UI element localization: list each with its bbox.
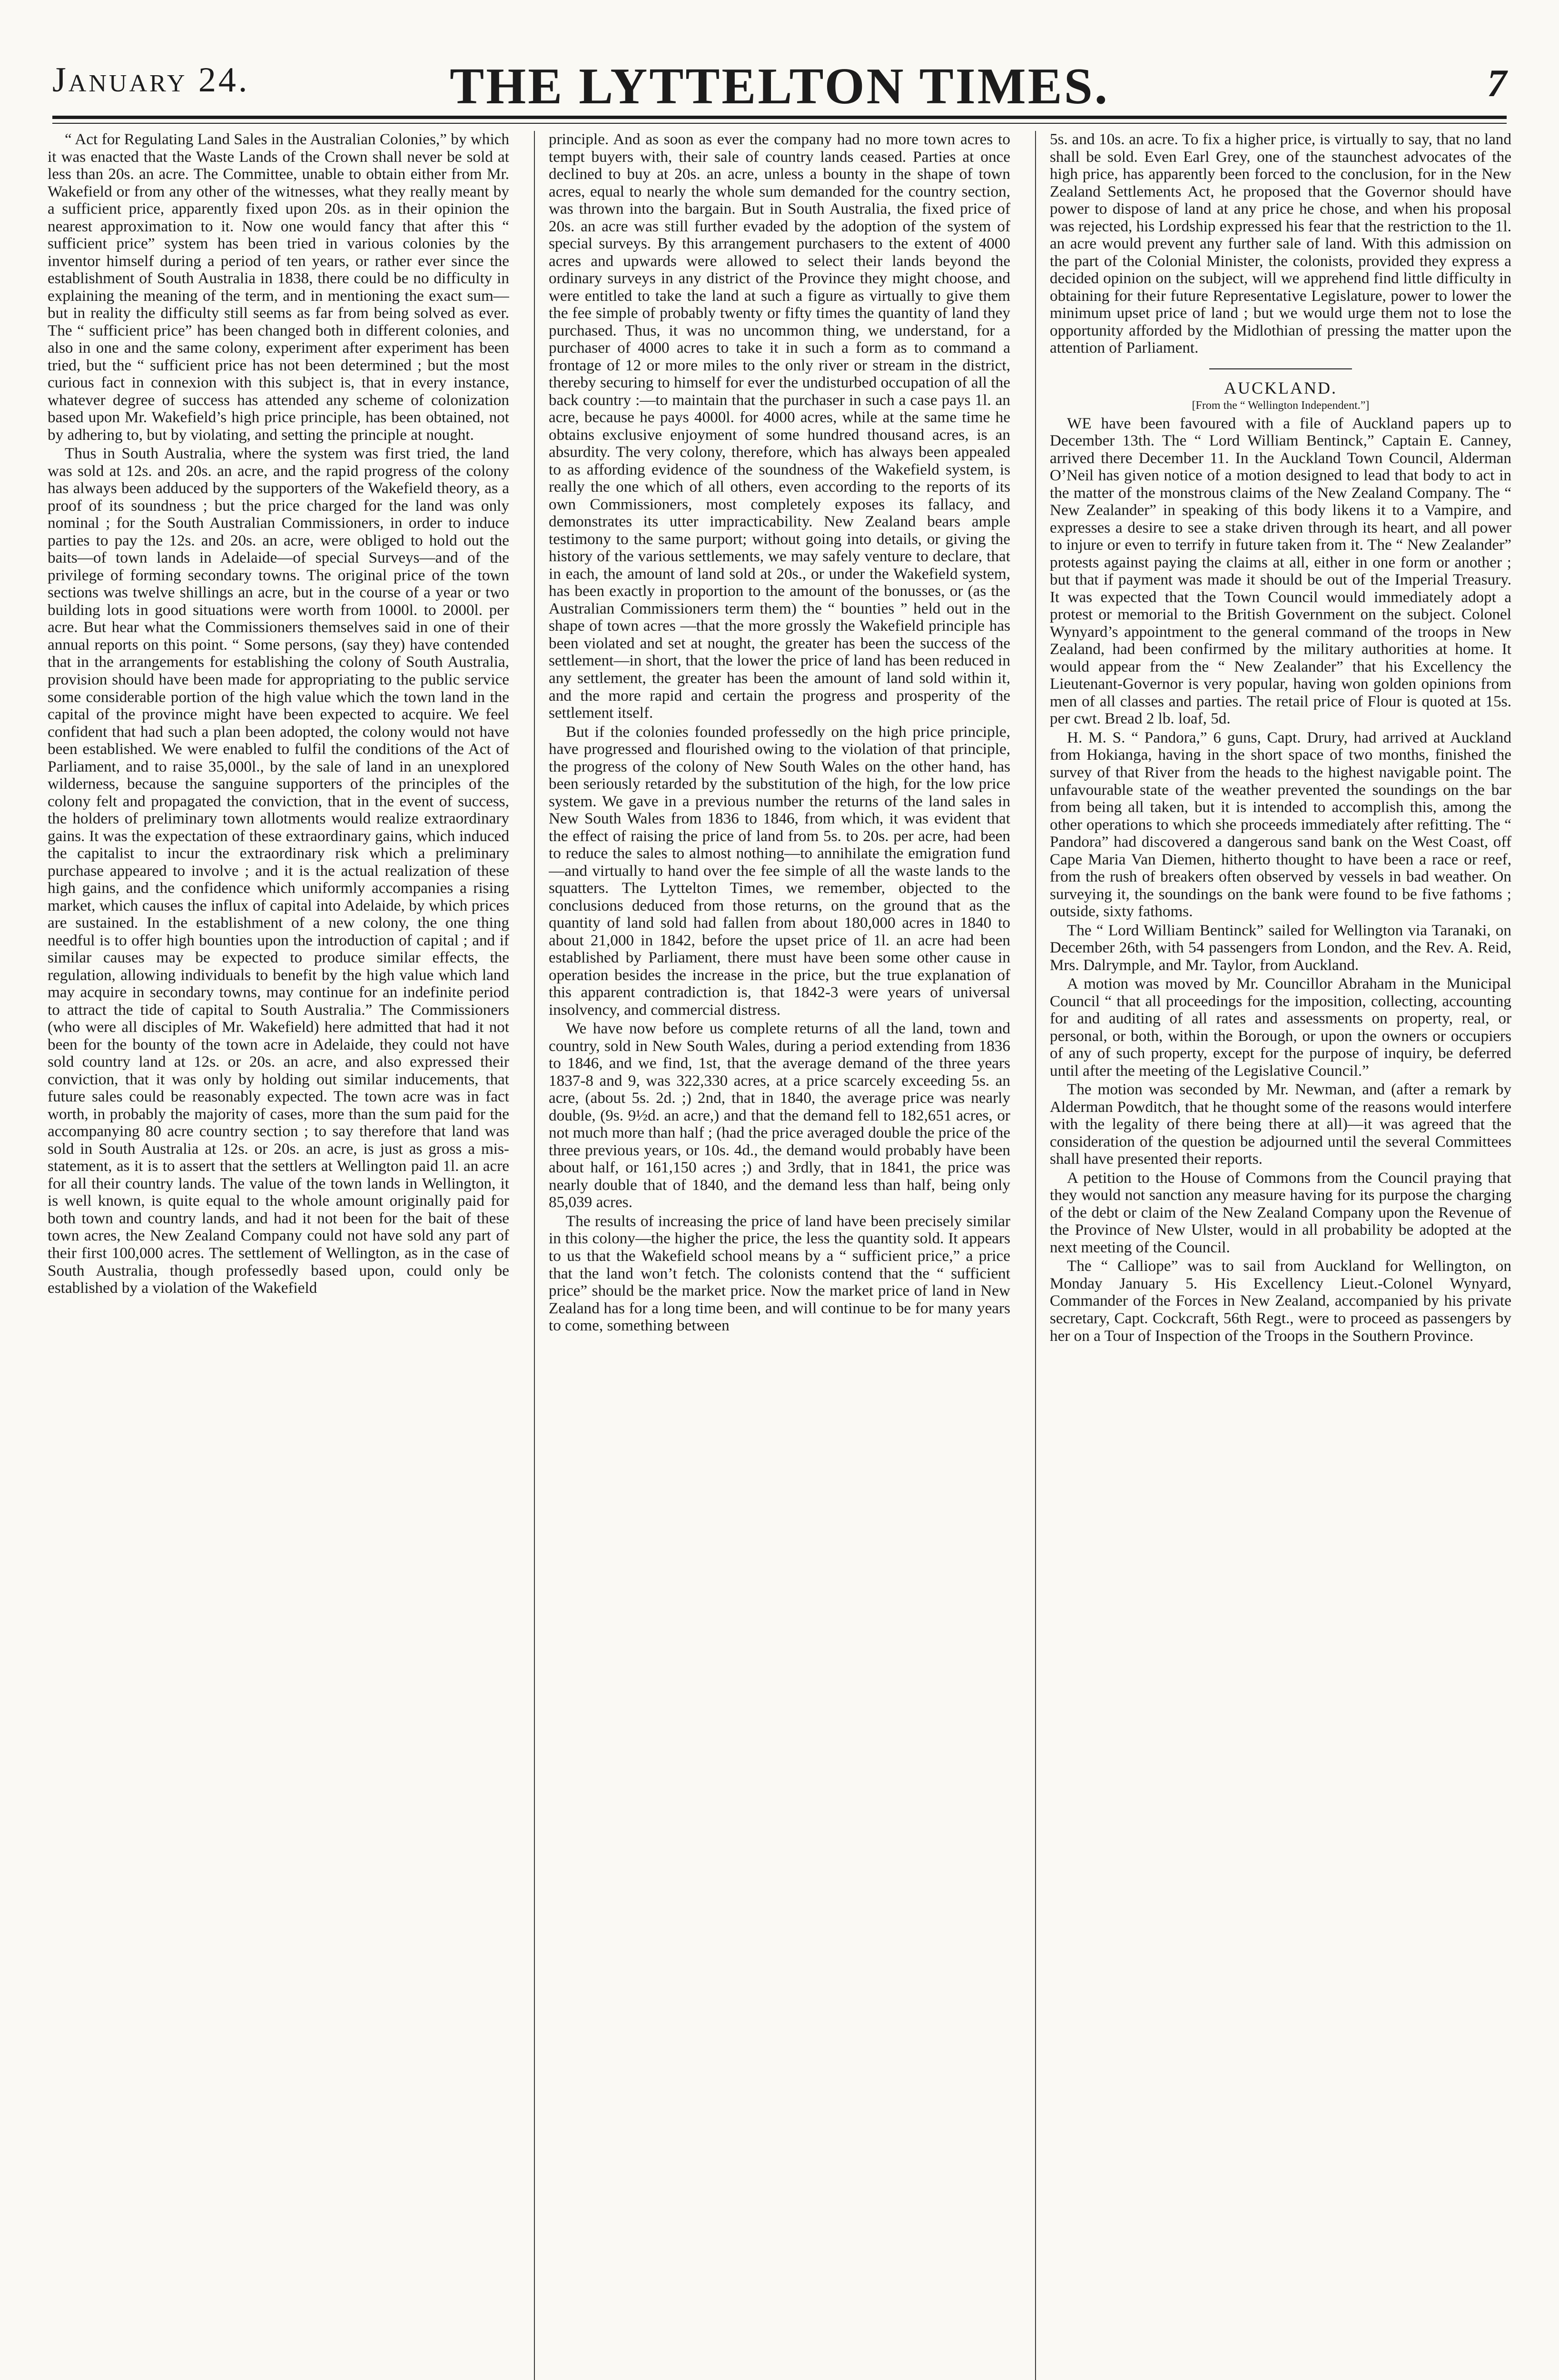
article-paragraph: The results of increasing the price of land have been precisely similar in this colony—the higher the price, the less the quantity sold. It appears to us that the Wakefield school means by a “ sufficient price,” a price that the land won’t fetch. The colonists contend that the “ sufficient price” should be the market price. Now the market price of land in New Zealand has for a long time been, and will continue to be for many years to come, something between [549,1212,1010,1335]
page-number: 7 [1487,61,1507,105]
section-source: [From the “ Wellington Independent.”] [1192,399,1370,412]
article-paragraph: But if the colonies founded professedly on the high price principle, have progressed and flourished owing to the violation of that principle, the progress of the colony of New South Wales on the other hand, has been seriously retarded by the substitution of the high, for the low price system. We gave in a previous number the returns of the land sales in New South Wales from 1836 to 1846, from which, it was evident that the effect of raising the price of land from 5s. to 20s. per acre, had been to reduce the sales to almost nothing—to annihilate the emigration fund—and virtually to hand over the fee simple of all the waste lands to the squatters. The Lyttelton Times, we remember, objected to the conclusions deduced from those returns, on the ground that as the quantity of land sold had fallen from about 180,000 acres in 1840 to about 21,000 in 1842, before the upset price of 1l. an acre had been established by Parliament, there must have been some other cause in operation besides the increase in the price, but the true explanation of this apparent contradiction is, that 1842-3 were years of universal insolvency, and commercial distress. [549,723,1010,1019]
section-heading-auckland: AUCKLAND. [1224,378,1337,397]
column-3 [1050,131,1511,2380]
masthead-rule-thick [52,116,1507,119]
article-paragraph: “ Act for Regulating Land Sales in the Australian Colonies,” by which it was enacted that the Waste Lands of the Crown shall never be sold at less than 20s. an acre. The Committee, unable to obtain either from Mr. Wakefield or from any other of the witnesses, what they really meant by a sufficient price, apparently fixed upon 20s. as in their opinion the nearest approximation to it. Now one would fancy that after this “ sufficient price” system has been tried in various colonies by the inventor himself during a period of ten years, or rather ever since the establishment of South Australia in 1838, there could be no difficulty in explaining the meaning of the term, and in mentioning the exact sum—but in reality the difficulty still seems as far from being solved as ever. The “ sufficient price” has been changed both in different colonies, and also in one and the same colony, experiment after experiment has been tried, but the “ sufficient price has not been determined ; but the most curious fact in connexion with this subject is, that in every instance, whatever degree of success has attended any scheme of colonization based upon Mr. Wakefield’s high price principle, has been obtained, not by adhering to, but by violating, and setting the principle at nought. [48,131,509,444]
issue-date: January 24. [52,60,250,99]
article-paragraph: A motion was moved by Mr. Councillor Abraham in the Municipal Council “ that all proceedings for the imposition, collecting, accounting for and auditing of all rates and assessments on property, real, or personal, or both, within the Borough, or upon the owners or occupiers of any of such property, except for the purpose of inquiry, be deferred until after the meeting of the Legislative Council.” [1050,975,1511,1080]
column-1 [48,131,509,2380]
article-paragraph: A petition to the House of Commons from the Council praying that they would not sanction any measure having for its purpose the charging of the debt or claim of the New Zealand Company upon the Revenue of the Province of New Ulster, would in all probability be adopted at the next meeting of the Council. [1050,1169,1511,1256]
section-divider [1209,368,1352,369]
article-paragraph: Thus in South Australia, where the system was first tried, the land was sold at 12s. and 20s. an acre, and the rapid progress of the colony has always been adduced by the supporters of the Wakefield theory, as a proof of its soundness ; but the price charged for the land was only nominal ; for the South Australian Commissioners, in order to induce parties to pay the 12s. and 20s. an acre, were obliged to hold out the baits—of town lands in Adelaide—of special Surveys—and of the privilege of forming secondary towns. The original price of the town sections was twelve shillings an acre, but in the course of a year or two building lots in good situations were worth from 1000l. to 2000l. per acre. But hear what the Commissioners themselves said in one of their annual reports on this point. “ Some persons, (say they) have contended that in the arrangements for establishing the colony of South Australia, provision should have been made for appropriating to the public service some considerable portion of the high value which the town land in the capital of the province might have been expected to acquire. We feel confident that had such a plan been adopted, the colony would not have been established. We were enabled to fulfil the conditions of the Act of Parliament, and to raise 35,000l., by the sale of land in an unexplored wilderness, because the sanguine supporters of the principles of the colony felt and propagated the conviction, that in the event of success, the holders of preliminary town allotments would realize extraordinary gains. It was the expectation of these extraordinary gains, which induced the capitalist to incur the extraordinary risk which a preliminary purchase appeared to involve ; and it is the actual realization of these high gains, and the confidence which uniformly accompanies a rising market, which causes the influx of capital into Adelaide, by which prices are sustained. In the establishment of a new colony, the one thing needful is to offer high bounties upon the introduction of capital ; and if similar causes may be expected to produce similar effects, the regulation, allowing individuals to benefit by the high value which land may acquire in secondary towns, may continue for an indefinite period to attract the tide of capital to South Australia.” The Commissioners (who were all disciples of Mr. Wakefield) here admitted that had it not been for the bounty of the town acre in Adelaide, they could not have sold country land at 12s. or 20s. an acre, and also expressed their conviction, that it was only by holding out similar inducements, that future sales could be reasonably expected. The town acre was in fact worth, in probably the majority of cases, more than the sum paid for the accompanying 80 acre country section ; to say therefore that land was sold in South Australia at 12s. or 20s. an acre, is just as gross a mis-statement, as it is to assert that the settlers at Wellington paid 1l. an acre for all their country lands. The value of the town lands in Wellington, it is well known, is quite equal to the whole amount originally paid for both town and country lands, and had it not been for the bait of these town acres, the New Zealand Company could not have sold any part of their first 100,000 acres. The settlement of Wellington, as in the case of South Australia, though professedly based upon, could only be established by a violation of the Wakefield [48,445,509,1297]
column-divider [1035,131,1036,2380]
article-paragraph: The “ Calliope” was to sail from Auckland for Wellington, on Monday January 5. His Excellency Lieut.-Colonel Wynyard, Commander of the Forces in New Zealand, accompanied by his private secretary, Capt. Cockcraft, 56th Regt., were to proceed as passengers by her on a Tour of Inspection of the Troops in the Southern Province. [1050,1257,1511,1345]
article-paragraph: 5s. and 10s. an acre. To fix a higher price, is virtually to say, that no land shall be sold. Even Earl Grey, one of the staunchest advocates of the high price, has apparently been forced to the conclusion, for in the New Zealand Settlements Act, he proposed that the Governor should have power to dispose of land at any price he chose, and when his proposal was rejected, his Lordship expressed his fear that the restriction to the 1l. an acre would prevent any further sale of land. With this admission on the part of the Colonial Minister, the colonists, provided they express a decided opinion on the subject, will we apprehend find little difficulty in obtaining for their future Representative Legislature, power to lower the minimum upset price of land ; but we would urge them not to lose the opportunity afforded by the Midlothian of pressing the matter upon the attention of Parliament. [1050,131,1511,357]
newspaper-title: THE LYTTELTON TIMES. [450,58,1109,115]
article-paragraph: principle. And as soon as ever the company had no more town acres to tempt buyers with, their sale of country lands ceased. Parties at once declined to buy at 20s. an acre, unless a bounty in the shape of town acres, equal to nearly the whole sum demanded for the country section, was thrown into the bargain. But in South Australia, the fixed price of 20s. an acre was still further evaded by the adoption of the system of special surveys. By this arrangement purchasers to the extent of 4000 acres and upwards were allowed to select their lands beyond the ordinary surveys in any district of the Province they might choose, and were entitled to take the land at such a figure as virtually to give them the fee simple of probably twenty or fifty times the quantity of land they purchased. Thus, it was no uncommon thing, we understand, for a purchaser of 4000 acres to take it in such a form as to command a frontage of 12 or more miles to the only river or stream in the district, thereby securing to himself for ever the undisturbed occupation of all the back country :—to maintain that the purchaser in such a case pays 1l. an acre, because he pays 4000l. for 4000 acres, while at the same time he obtains exclusive enjoyment of some hundred thousand acres, is an absurdity. The very colony, therefore, which has always been appealed to as affording evidence of the soundness of the Wakefield system, is really the one which of all others, even according to the reports of its own Commissioners, most completely exposes its fallacy, and demonstrates its utter impracticability. New Zealand bears ample testimony to the same purport; without going into details, or giving the history of the various settlements, we may safely venture to declare, that in each, the amount of land sold at 20s., or under the Wakefield system, has been exactly in proportion to the amount of the bonusses, or (as the Australian Commissioners term them) the “ bounties ” held out in the shape of town acres —that the more grossly the Wakefield principle has been violated and set at nought, the greater has been the success of the settlement—in short, that the lower the price of land has been reduced in any settlement, the greater has been the amount of land sold within it, and the more rapid and certain the progress and prosperity of the settlement itself. [549,131,1010,722]
article-paragraph: The “ Lord William Bentinck” sailed for Wellington via Taranaki, on December 26th, with 54 passengers from London, and the Rev. A. Reid, Mrs. Dalrymple, and Mr. Taylor, from Auckland. [1050,921,1511,974]
masthead-rule-thin [52,123,1507,124]
article-paragraph: The motion was seconded by Mr. Newman, and (after a remark by Alderman Powditch, that he thought some of the reasons would interfere with the legality of there being there at all)—it was agreed that the consideration of the question be adjourned until the several Committees shall have presented their reports. [1050,1081,1511,1168]
article-paragraph: WE have been favoured with a file of Auckland papers up to December 13th. The “ Lord William Bentinck,” Captain E. Canney, arrived there December 11. In the Auckland Town Council, Alderman O’Neil has given notice of a motion designed to lead that body to act in the matter of the monstrous claims of the New Zealand Company. The “ New Zealander” in speaking of this body likens it to a Vampire, and expresses a desire to see a stake driven through its heart, and all power to injure or even to terrify in future taken from it. The “ New Zealander” protests against paying the claims at all, either in one form or another ; but that if payment was made it should be out of the Imperial Treasury. It was expected that the Town Council would immediately adopt a protest or memorial to the British Government on the subject. Colonel Wynyard’s appointment to the general command of the troops in New Zealand, had been confirmed by the military authorities at home. It would appear from the “ New Zealander” that his Excellency the Lieutenant-Governor is very popular, having won golden opinions from men of all classes and parties. The retail price of Flour is quoted at 15s. per cwt. Bread 2 lb. loaf, 5d. [1050,414,1511,728]
article-paragraph: H. M. S. “ Pandora,” 6 guns, Capt. Drury, had arrived at Auckland from Hokianga, having in the short space of two months, finished the survey of that River from the heads to the highest navigable point. The unfavourable state of the weather prevented the soundings on the bar from being all taken, but it is intended to accomplish this, among the other operations to which she proceeds immediately after refitting. The “ Pandora” had discovered a dangerous sand bank on the West Coast, off Cape Maria Van Diemen, hitherto thought to have been a race or reef, from the rush of breakers often observed by vessels in bad weather. On surveying it, the soundings on the bank were found to be five fathoms ; outside, sixty fathoms. [1050,728,1511,921]
column-divider [534,131,535,2380]
column-2 [549,131,1010,2380]
article-paragraph: We have now before us complete returns of all the land, town and country, sold in New South Wales, during a period extending from 1836 to 1846, and we find, 1st, that the average demand of the three years 1837-8 and 9, was 322,330 acres, at a price scarcely exceeding 5s. an acre, (about 5s. 2d. ;) 2nd, that in 1840, the average price was nearly double, (9s. 9½d. an acre,) and that the demand fell to 182,651 acres, or not much more than half ; (had the price averaged double the price of the three previous years, or 10s. 4d., the demand would probably have been about half, or 161,150 acres ;) and 3rdly, that in 1841, the price was nearly double that of 1840, and the demand less than half, being only 85,039 acres. [549,1020,1010,1211]
